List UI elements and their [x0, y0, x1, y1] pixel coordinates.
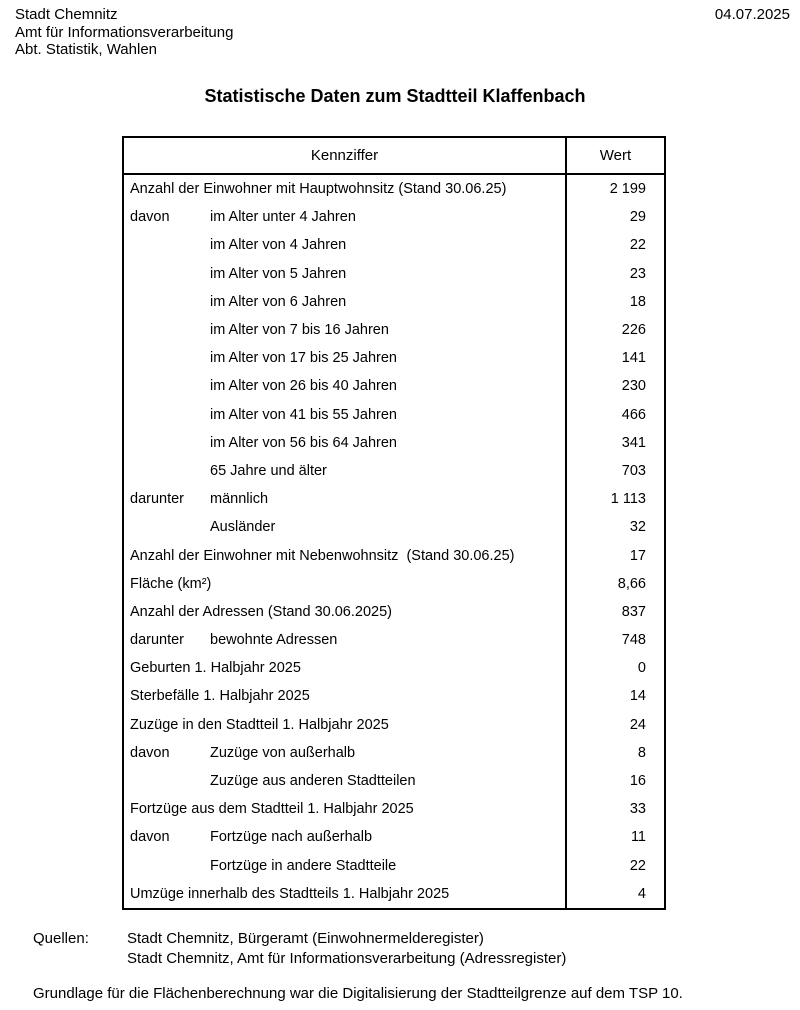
row-value: 14: [565, 682, 664, 710]
table-row: [124, 175, 664, 203]
row-value: 29: [565, 203, 664, 231]
row-label: Anzahl der Einwohner mit Nebenwohnsitz (Stand 30.06.25): [130, 547, 515, 564]
kennziffer-cell: [124, 739, 565, 767]
table-row: [124, 231, 664, 259]
row-prefix: davon: [130, 209, 170, 226]
row-prefix: darunter: [130, 632, 185, 649]
table-row: [124, 429, 664, 457]
row-label: Geburten 1. Halbjahr 2025: [130, 660, 301, 677]
row-label: im Alter von 17 bis 25 Jahren: [210, 350, 397, 367]
kennziffer-cell: [124, 457, 565, 485]
kennziffer-cell: [124, 711, 565, 739]
row-label: im Alter von 5 Jahren: [210, 265, 347, 282]
row-prefix: davon: [130, 829, 170, 846]
letterhead-line-1: Stadt Chemnitz: [15, 6, 118, 23]
table-row: [124, 288, 664, 316]
document-date: 04.07.2025: [714, 6, 790, 23]
source-item: Stadt Chemnitz, Bürgeramt (Einwohnermelderegister): [127, 930, 484, 947]
row-value: 32: [565, 513, 664, 541]
table-row: [124, 654, 664, 682]
table-row: [124, 316, 664, 344]
row-label: 65 Jahre und älter: [210, 462, 327, 479]
row-label: im Alter von 4 Jahren: [210, 237, 347, 254]
row-label: Anzahl der Adressen (Stand 30.06.2025): [130, 603, 392, 620]
table-row: [124, 852, 664, 880]
row-label: im Alter von 41 bis 55 Jahren: [210, 406, 397, 423]
kennziffer-cell: [124, 485, 565, 513]
table-row: [124, 570, 664, 598]
kennziffer-cell: [124, 288, 565, 316]
row-value: 16: [565, 767, 664, 795]
kennziffer-cell: [124, 344, 565, 372]
kennziffer-cell: [124, 767, 565, 795]
row-value: 24: [565, 711, 664, 739]
row-value: 8,66: [565, 570, 664, 598]
table-row: [124, 457, 664, 485]
sources-label: Quellen:: [33, 930, 89, 947]
row-label: im Alter von 26 bis 40 Jahren: [210, 378, 397, 395]
row-label: im Alter von 6 Jahren: [210, 293, 347, 310]
letterhead-line-3: Abt. Statistik, Wahlen: [15, 41, 158, 58]
row-value: 1 113: [565, 485, 664, 513]
kennziffer-cell: [124, 372, 565, 400]
wert-header: Wert: [565, 138, 664, 173]
row-value: 22: [565, 231, 664, 259]
source-item: Stadt Chemnitz, Amt für Informationsverarbeitung (Adressregister): [127, 949, 567, 967]
row-value: 141: [565, 344, 664, 372]
table-row: [124, 767, 664, 795]
table-header-row: [124, 138, 664, 175]
row-value: 466: [565, 401, 664, 429]
table-row: [124, 880, 664, 908]
row-label: Umzüge innerhalb des Stadtteils 1. Halbjahr 2025: [130, 885, 450, 902]
row-value: 226: [565, 316, 664, 344]
row-prefix: davon: [130, 744, 170, 761]
row-value: 22: [565, 852, 664, 880]
kennziffer-cell: [124, 175, 565, 203]
row-value: 17: [565, 541, 664, 569]
row-label: im Alter von 56 bis 64 Jahren: [210, 434, 397, 451]
table-row: [124, 401, 664, 429]
letterhead: [15, 6, 233, 59]
row-label: Anzahl der Einwohner mit Hauptwohnsitz (Stand 30.06.25): [130, 181, 507, 198]
row-label: bewohnte Adressen: [210, 632, 338, 649]
kennziffer-cell: [124, 654, 565, 682]
row-value: 230: [565, 372, 664, 400]
letterhead-line-2: Amt für Informationsverarbeitung: [15, 23, 234, 41]
sources-items: [127, 929, 566, 968]
sources-block: [33, 929, 566, 968]
row-value: 18: [565, 288, 664, 316]
kennziffer-cell: [124, 570, 565, 598]
table-row: [124, 541, 664, 569]
table-row: [124, 260, 664, 288]
row-label: Fortzüge in andere Stadtteile: [210, 857, 397, 874]
table-row: [124, 372, 664, 400]
table-row: [124, 485, 664, 513]
row-label: im Alter von 7 bis 16 Jahren: [210, 322, 389, 339]
table-row: [124, 795, 664, 823]
row-value: 837: [565, 598, 664, 626]
row-prefix: darunter: [130, 491, 185, 508]
table-row: [124, 344, 664, 372]
kennziffer-cell: [124, 852, 565, 880]
kennziffer-cell: [124, 823, 565, 851]
row-label: männlich: [210, 491, 269, 508]
stats-table: [122, 136, 666, 910]
table-body: [124, 175, 664, 908]
page-title: Statistische Daten zum Stadtteil Klaffenbach: [204, 86, 586, 106]
row-value: 11: [565, 823, 664, 851]
kennziffer-cell: [124, 260, 565, 288]
row-value: 0: [565, 654, 664, 682]
row-label: im Alter unter 4 Jahren: [210, 209, 356, 226]
table-row: [124, 823, 664, 851]
kennziffer-cell: [124, 541, 565, 569]
row-value: 23: [565, 260, 664, 288]
table-row: [124, 711, 664, 739]
row-label: Zuzüge in den Stadtteil 1. Halbjahr 2025: [130, 716, 389, 733]
kennziffer-cell: [124, 880, 565, 908]
table-row: [124, 682, 664, 710]
table-row: [124, 513, 664, 541]
table-row: [124, 739, 664, 767]
row-value: 4: [565, 880, 664, 908]
kennziffer-cell: [124, 316, 565, 344]
kennziffer-cell: [124, 598, 565, 626]
table-row: [124, 598, 664, 626]
row-label: Fortzüge nach außerhalb: [210, 829, 373, 846]
table-row: [124, 626, 664, 654]
row-label: Sterbefälle 1. Halbjahr 2025: [130, 688, 310, 705]
row-label: Fortzüge aus dem Stadtteil 1. Halbjahr 2025: [130, 801, 414, 818]
kennziffer-cell: [124, 429, 565, 457]
kennziffer-cell: [124, 795, 565, 823]
row-value: 748: [565, 626, 664, 654]
row-value: 33: [565, 795, 664, 823]
kennziffer-cell: [124, 682, 565, 710]
footnote: Grundlage für die Flächenberechnung war die Digitalisierung der Stadtteilgrenze auf dem TSP 10.: [33, 985, 683, 1002]
row-label: Fläche (km²): [130, 575, 212, 592]
row-label: Ausländer: [210, 519, 276, 536]
kennziffer-cell: [124, 203, 565, 231]
row-value: 8: [565, 739, 664, 767]
row-value: 703: [565, 457, 664, 485]
kennziffer-header: Kennziffer: [310, 147, 379, 164]
row-label: Zuzüge aus anderen Stadtteilen: [210, 773, 416, 790]
kennziffer-cell: [124, 401, 565, 429]
row-value: 2 199: [565, 175, 664, 203]
row-value: 341: [565, 429, 664, 457]
table-row: [124, 203, 664, 231]
kennziffer-cell: [124, 513, 565, 541]
kennziffer-cell: [124, 231, 565, 259]
row-label: Zuzüge von außerhalb: [210, 744, 356, 761]
kennziffer-cell: [124, 626, 565, 654]
